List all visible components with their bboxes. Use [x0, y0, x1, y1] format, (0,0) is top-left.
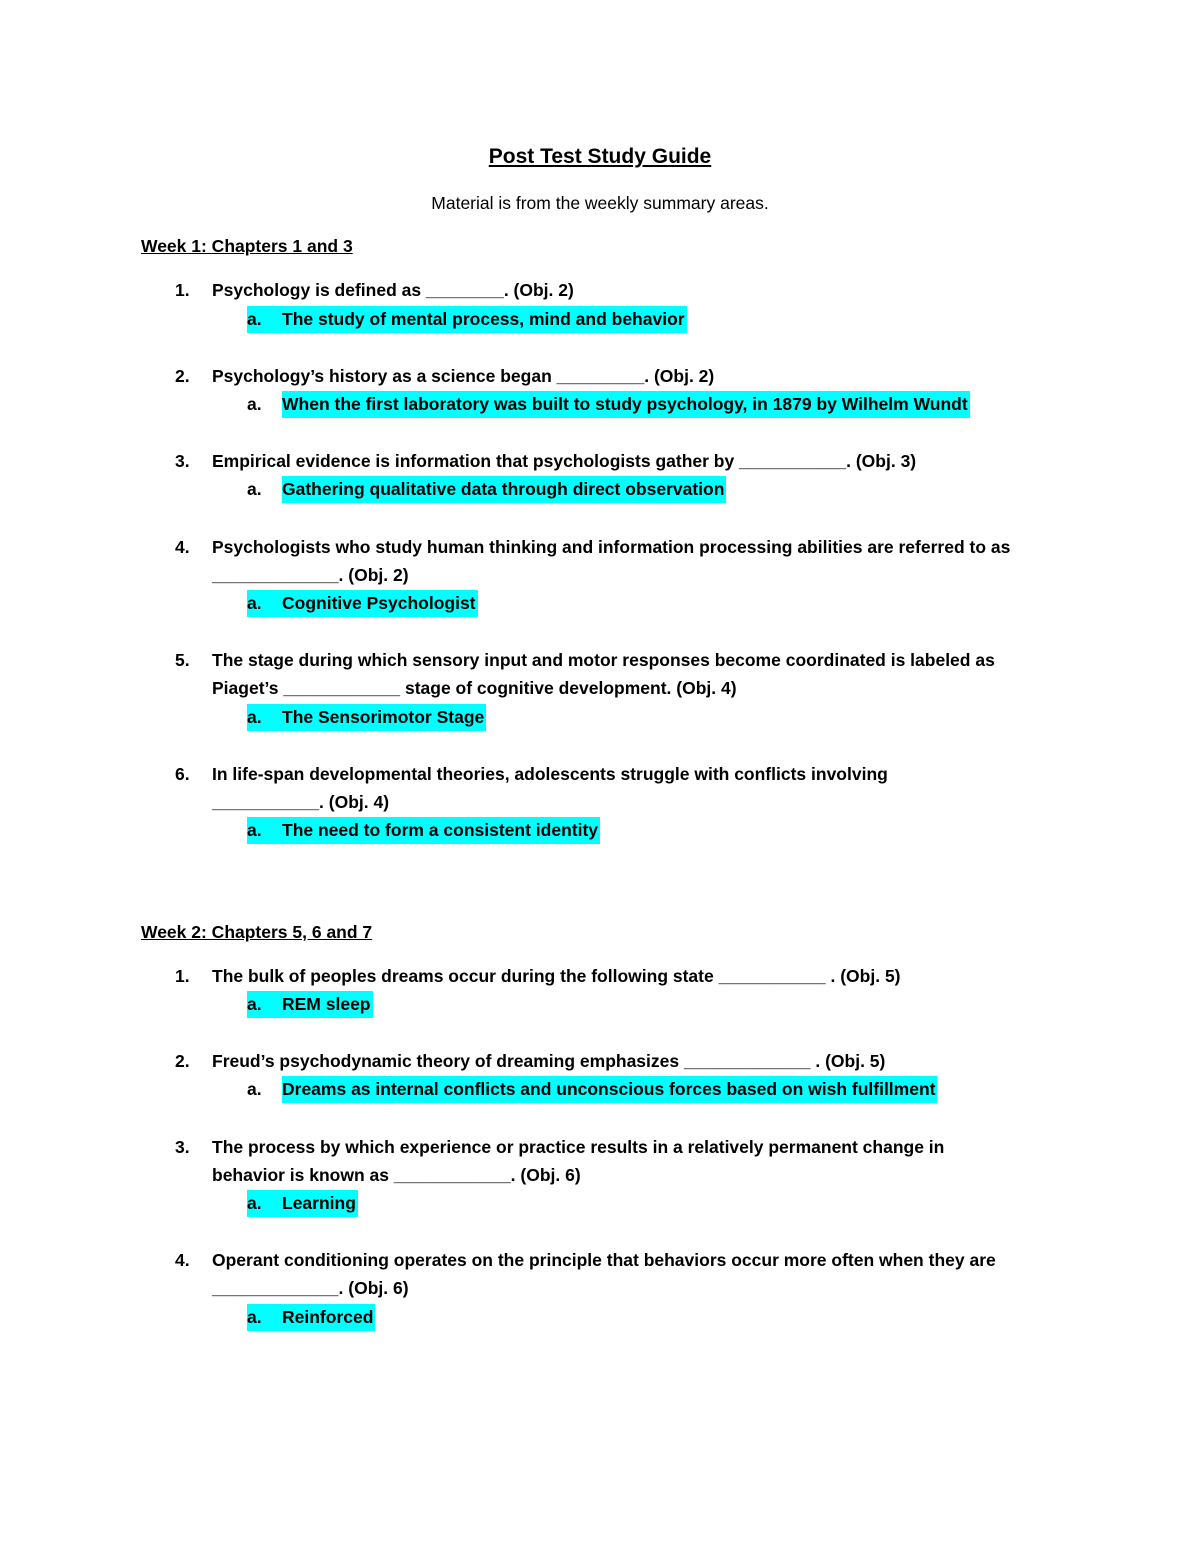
question-text: Psychology is defined as ________. (Obj. 2) [212, 280, 574, 300]
answer-text: Cognitive Psychologist [282, 590, 478, 617]
week-heading: Week 2: Chapters 5, 6 and 7 [141, 922, 373, 942]
question-number: 3. [175, 1137, 190, 1157]
question-number: 2. [175, 1051, 190, 1071]
answer-text: The Sensorimotor Stage [282, 704, 486, 731]
question-text: Psychologists who study human thinking and information processing abilities are referred to as [212, 537, 1011, 557]
question-text: Operant conditioning operates on the principle that behaviors occur more often when they are [212, 1250, 996, 1270]
page-subtitle: Material is from the weekly summary areas. [431, 193, 769, 213]
question-number: 3. [175, 451, 190, 471]
answer-text: The study of mental process, mind and behavior [282, 306, 687, 333]
question-number: 4. [175, 537, 190, 557]
answer-marker: a. [247, 590, 282, 617]
question-text: behavior is known as ____________. (Obj. 6) [212, 1165, 581, 1185]
question-text: The process by which experience or practice results in a relatively permanent change in [212, 1137, 945, 1157]
answer-marker: a. [247, 991, 282, 1018]
answer-marker: a. [247, 306, 282, 333]
question-text: Freud’s psychodynamic theory of dreaming emphasizes _____________ . (Obj. 5) [212, 1051, 886, 1071]
answer-marker: a. [247, 1304, 282, 1331]
question-text: In life-span developmental theories, adolescents struggle with conflicts involving [212, 764, 888, 784]
question-text: _____________. (Obj. 6) [212, 1278, 409, 1298]
question-number: 6. [175, 764, 190, 784]
answer-marker: a. [247, 817, 282, 844]
page-title: Post Test Study Guide [488, 145, 712, 168]
question-text: Psychology’s history as a science began _________. (Obj. 2) [212, 366, 715, 386]
week-heading: Week 1: Chapters 1 and 3 [141, 236, 353, 256]
question-number: 5. [175, 650, 190, 670]
question-text: Piaget’s ____________ stage of cognitive development. (Obj. 4) [212, 678, 737, 698]
question-text: The bulk of peoples dreams occur during the following state ___________ . (Obj. 5) [212, 966, 901, 986]
question-text: _____________. (Obj. 2) [212, 565, 409, 585]
question-number: 4. [175, 1250, 190, 1270]
answer-marker: a. [247, 704, 282, 731]
answer-marker: a. [247, 1190, 282, 1217]
question-number: 1. [175, 280, 190, 300]
answer-text: Gathering qualitative data through direct observation [282, 476, 726, 503]
answer-text: When the first laboratory was built to study psychology, in 1879 by Wilhelm Wundt [282, 391, 970, 418]
question-number: 2. [175, 366, 190, 386]
question-number: 1. [175, 966, 190, 986]
answer-text: REM sleep [282, 991, 373, 1018]
answer-text: Dreams as internal conflicts and unconscious forces based on wish fulfillment [282, 1076, 937, 1103]
question-text: The stage during which sensory input and motor responses become coordinated is labeled as [212, 650, 995, 670]
question-text: Empirical evidence is information that psychologists gather by ___________. (Obj. 3) [212, 451, 917, 471]
question-text: ___________. (Obj. 4) [212, 792, 390, 812]
answer-text: Learning [282, 1190, 358, 1217]
answer-text: Reinforced [282, 1304, 375, 1331]
answer-marker: a. [247, 479, 262, 499]
answer-marker: a. [247, 1079, 262, 1099]
answer-text: The need to form a consistent identity [282, 817, 600, 844]
answer-marker: a. [247, 394, 262, 414]
